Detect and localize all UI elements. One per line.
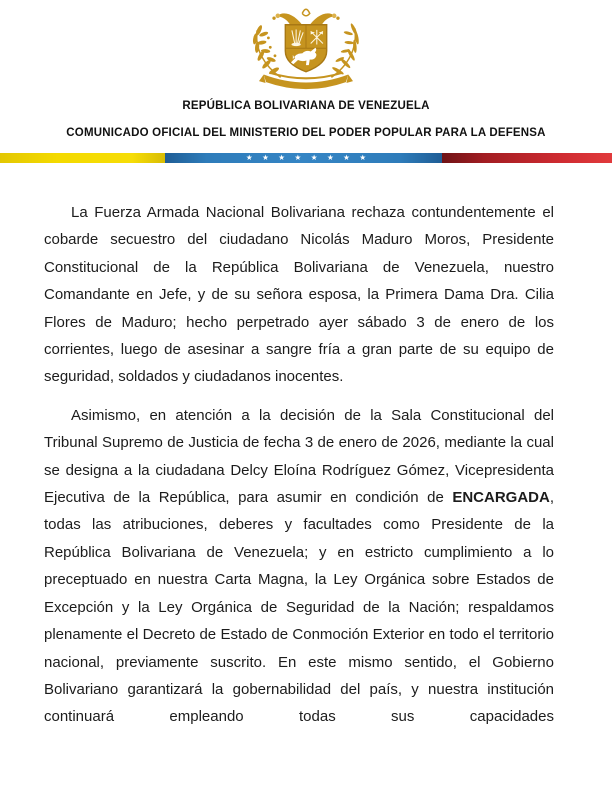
paragraph-2-after: , todas las atribuciones, deberes y facultades como Presidente de la República Bolivariana de Venezuela; y en estricto cumplimiento a lo preceptuado en nuestra Carta Magna, la Ley Orgánica sobre Estados de Excepción y la Ley Orgánica de Seguridad de la Nación; respaldamos plenamente el Decreto de Estado de Conmoción Exterior en todo el territorio nacional, previamente suscrito. En este mismo sentido, el Gobierno Bolivariano garantizará la gobernabilidad del país, y nuestra institución continuará empleando todas sus capacidades [44, 489, 554, 726]
republic-title: REPÚBLICA BOLIVARIANA DE VENEZUELA [182, 100, 430, 112]
communique-body [44, 199, 554, 731]
paragraph-2-before: Asimismo, en atención a la decisión de la Sala Constitucional del Tribunal Supremo de Justicia de fecha 3 de enero de 2026, mediante la cual se designa a la ciudadana Delcy Eloína Rodríguez Gómez, Vicepresidenta Ejecutiva de la República, para asumir en condición de [44, 406, 554, 507]
paragraph-2-bold-word: ENCARGADA [452, 489, 550, 507]
flag-divider-bar [0, 153, 612, 163]
communique-title: COMUNICADO OFICIAL DEL MINISTERIO DEL PODER POPULAR PARA LA DEFENSA [66, 127, 546, 139]
paragraph-1: La Fuerza Armada Nacional Bolivariana rechaza contundentemente el cobarde secuestro del ciudadano Nicolás Maduro Moros, Presidente Constitucional de la República Bolivariana de Venezuela, nuestro Comandante en Jefe, y de su señora esposa, la Primera Dama Dra. Cilia Flores de Maduro; hecho perpetrado ayer sábado 3 de enero de los corrientes, luego de asesinar a sangre fría a gran parte de su equipo de seguridad, soldados y ciudadanos inocentes. [44, 204, 554, 386]
flag-stars-icon: ★★★★★★★★ [245, 153, 376, 162]
venezuela-coat-of-arms-icon [235, 5, 377, 99]
paragraph-2 [44, 402, 554, 731]
emblem-container [0, 0, 612, 95]
